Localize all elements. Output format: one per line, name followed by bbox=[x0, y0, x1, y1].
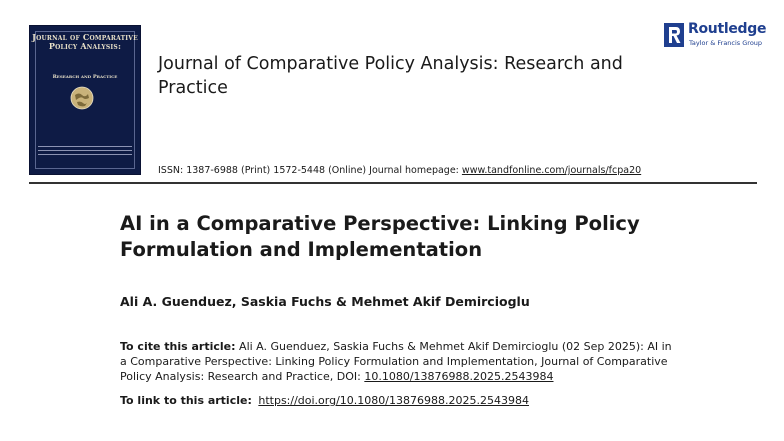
cite-label: To cite this article: bbox=[120, 340, 236, 353]
publisher-tagline: Taylor & Francis Group bbox=[689, 39, 763, 47]
cover-title: Journal of Comparative Policy Analysis: bbox=[32, 32, 138, 51]
citation-block bbox=[120, 339, 680, 384]
journal-cover bbox=[29, 25, 141, 175]
globe-icon bbox=[70, 86, 94, 110]
link-block bbox=[120, 394, 529, 407]
article-title: AI in a Comparative Perspective: Linking Policy Formulation and Implementation bbox=[120, 212, 640, 261]
journal-title: Journal of Comparative Policy Analysis: Research and Practice bbox=[158, 54, 623, 98]
article-url-link[interactable]: https://doi.org/10.1080/13876988.2025.2543984 bbox=[258, 394, 529, 407]
cover-subtitle: Research and Practice bbox=[52, 74, 118, 80]
issn-line bbox=[158, 165, 641, 176]
routledge-logo bbox=[664, 21, 767, 48]
routledge-r-icon bbox=[664, 23, 684, 47]
publisher-name: Routledge bbox=[688, 21, 767, 37]
doi-link[interactable]: 10.1080/13876988.2025.2543984 bbox=[364, 370, 554, 383]
journal-homepage-link[interactable]: www.tandfonline.com/journals/fcpa20 bbox=[461, 165, 642, 176]
link-label: To link to this article: bbox=[120, 394, 252, 407]
cite-text: Ali A. Guenduez, Saskia Fuchs & Mehmet Akif Demircioglu (02 Sep 2025): AI in a Comparative Perspective: Linking Policy Formulation and Implementation, Journal of Comparative Policy Analysis: Research and Practice, DOI: bbox=[120, 340, 672, 383]
issn-text: ISSN: 1387-6988 (Print) 1572-5448 (Online) Journal homepage: bbox=[158, 165, 459, 176]
cover-footer-lines bbox=[38, 146, 132, 162]
article-authors: Ali A. Guenduez, Saskia Fuchs & Mehmet Akif Demircioglu bbox=[120, 294, 530, 309]
header-divider bbox=[29, 182, 757, 184]
